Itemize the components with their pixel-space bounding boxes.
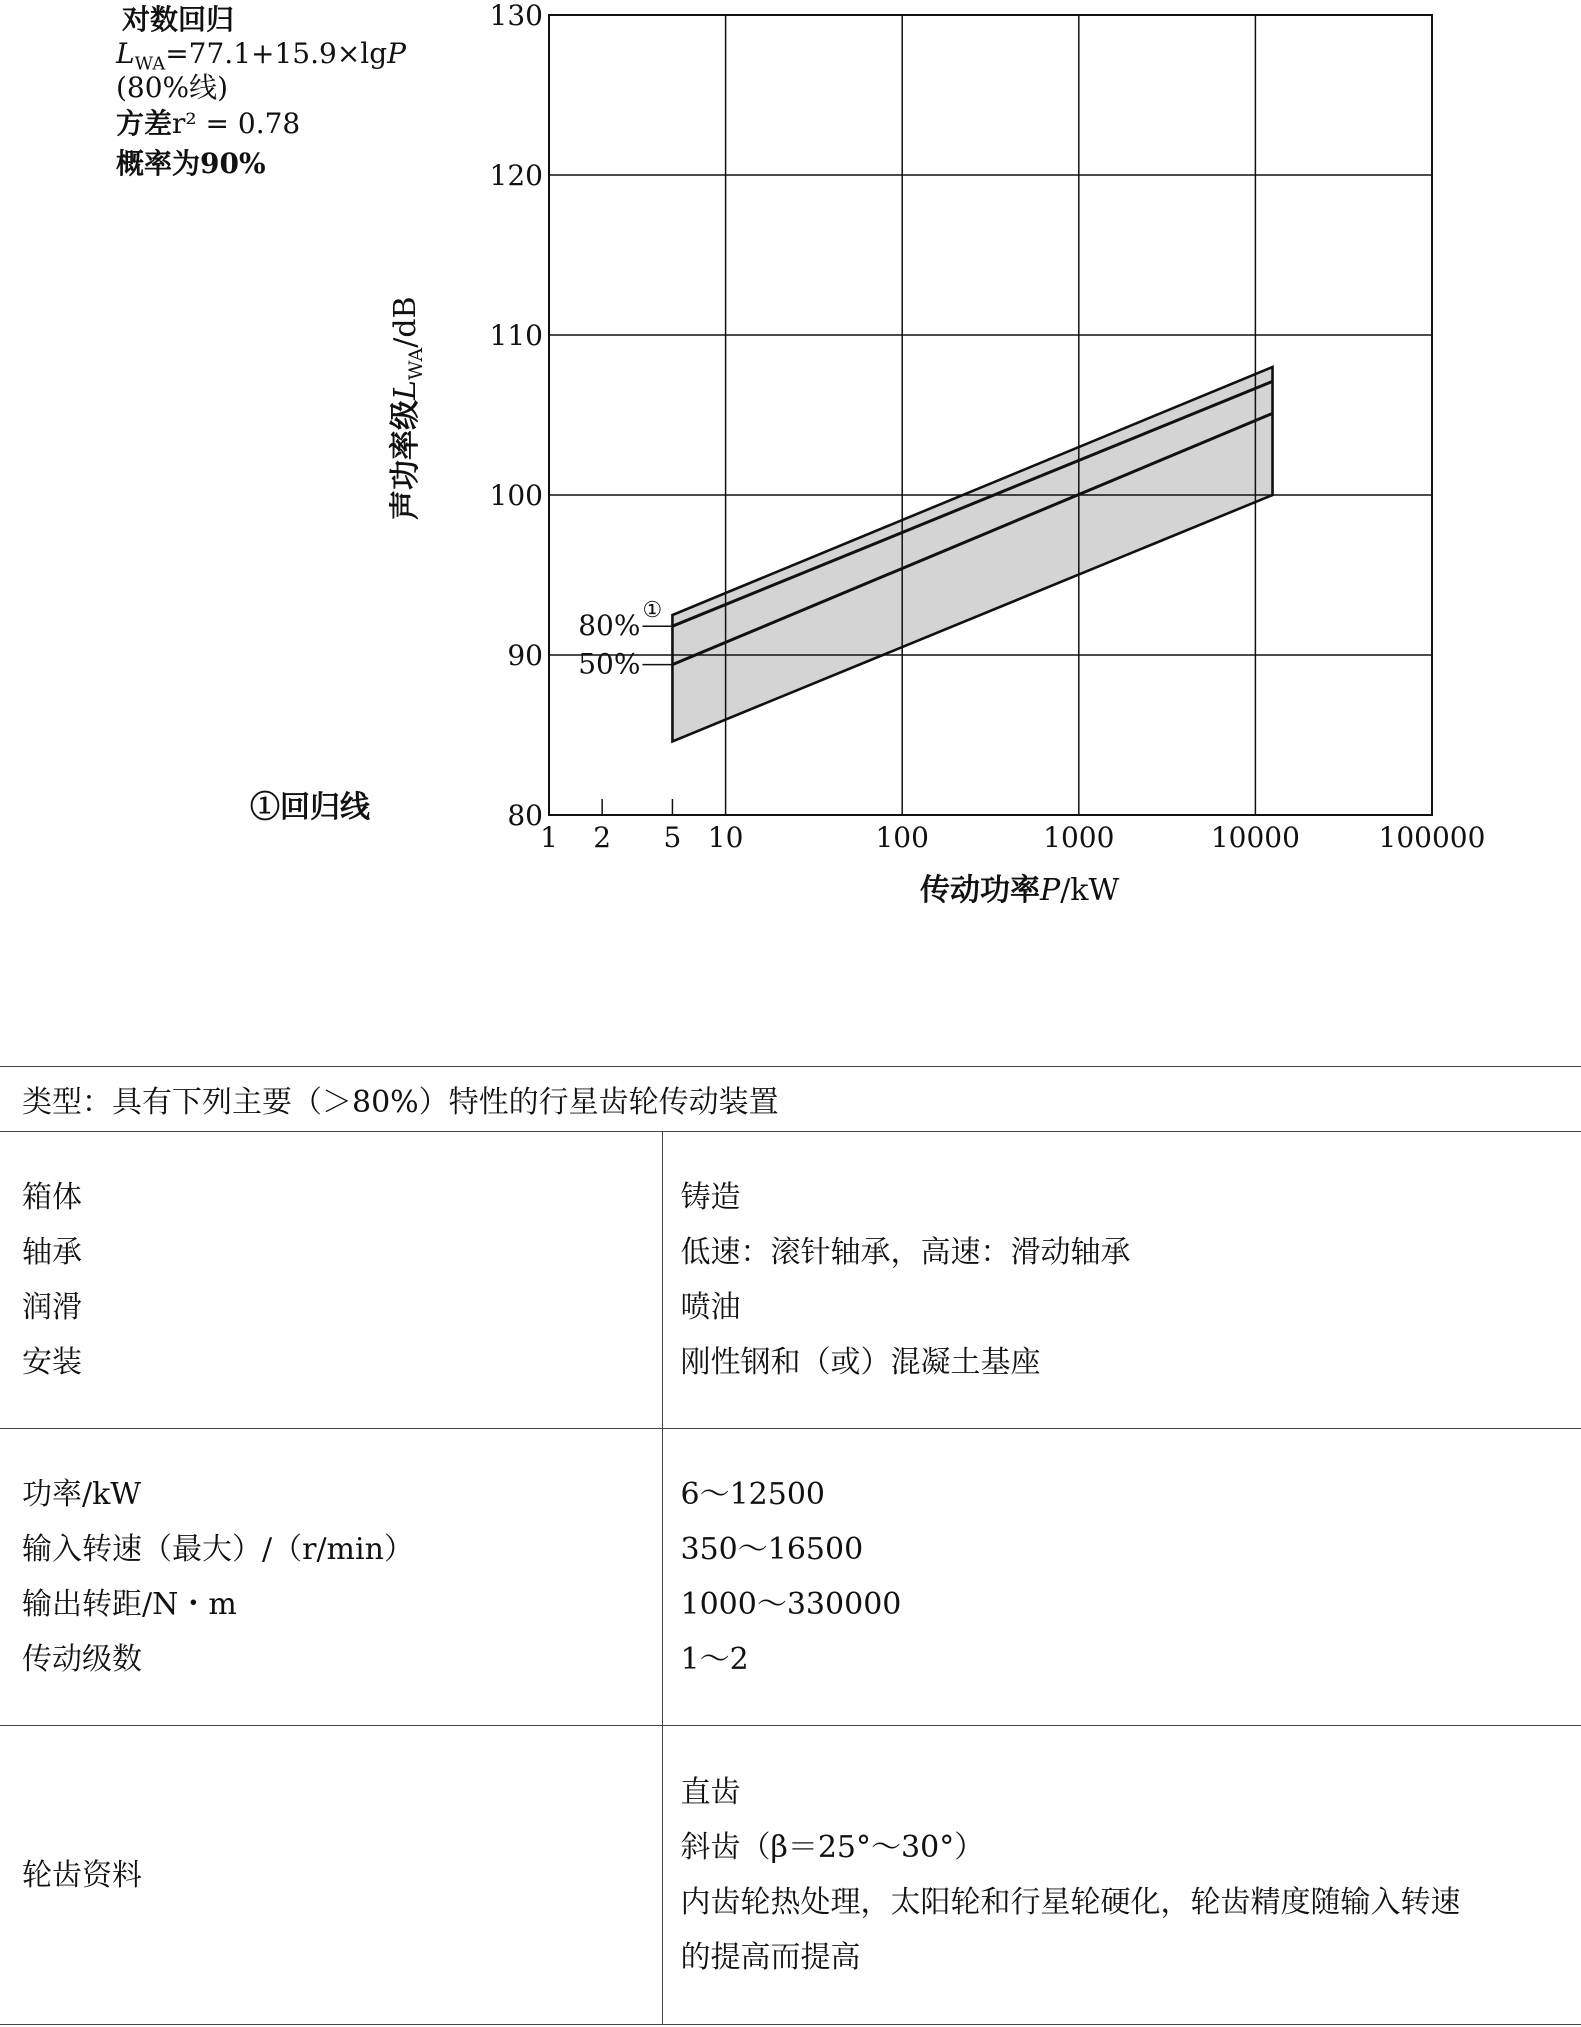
spec-table-area [0,1066,1581,2025]
x-axis-title [920,865,1119,909]
formula-P: P [387,37,406,70]
cell-line: 刚性钢和（或）混凝土基座 [680,1345,1041,1380]
x-tick-label: 2 [593,821,612,854]
series-line-50 [672,413,1272,664]
x-tick-label: 1000 [1043,821,1115,854]
cell-line: 轴承 [22,1235,82,1270]
x-tick-label: 100 [875,821,929,854]
regression-title: 对数回归 [122,3,235,36]
footnote-regression: ①回归线 [250,790,370,825]
row-2-right [662,1429,1581,1726]
spec-table [0,1066,1581,2025]
y-tick-label: 100 [489,479,543,512]
x-tick-label: 5 [663,821,682,854]
cell-line: 输入转速（最大）/（r/min） [22,1532,414,1567]
x-tick-label: 100000 [1378,821,1486,854]
y-axis-title-unit: /dB [388,296,423,348]
table-row [0,1726,1581,2025]
variance-value: r² = 0.78 [172,107,301,140]
row-1-left [0,1132,662,1429]
cell-line: 低速：滚针轴承，高速：滑动轴承 [680,1235,1131,1270]
formula-sub: WA [134,53,166,75]
cell-line: 内齿轮热处理，太阳轮和行星轮硬化，轮齿精度随输入转速 [680,1885,1461,1920]
y-tick-label: 120 [489,159,543,192]
chart-area [0,0,1581,920]
variance-label: 方差 [116,107,173,140]
x-tick-label: 10 [707,821,744,854]
cell-line: 1～2 [680,1642,749,1677]
x-axis-title-unit: /kW [1060,873,1120,908]
cell-line: 350～16500 [680,1532,864,1567]
label-50-percent: 50% [578,647,641,681]
cell-line: 功率/kW [22,1477,142,1512]
table-row [0,1429,1581,1726]
probability-label: 概率为90% [116,147,266,180]
cell-line: 的提高而提高 [680,1940,861,1975]
y-tick-label: 130 [489,0,543,32]
table-title-row [0,1067,1581,1132]
table-row [0,1132,1581,1429]
cell-line: 安装 [22,1345,82,1380]
cell-line: 直齿 [680,1775,741,1810]
row-1-right [662,1132,1581,1429]
y-tick-label: 80 [507,799,543,832]
cell-line: 斜齿（β＝25°～30°） [680,1830,985,1865]
x-tick-label: 10000 [1210,821,1300,854]
row-2-left [0,1429,662,1726]
cell-line: 6～12500 [680,1477,826,1512]
y-tick-label: 90 [507,639,543,672]
cell-line: 输出转距/N・m [22,1587,237,1622]
cell-line: 轮齿资料 [22,1857,142,1893]
cell-line: 箱体 [22,1180,82,1215]
y-axis-title-sub: WA [405,347,427,381]
y-tick-label: 110 [489,319,543,352]
cell-line: 1000～330000 [680,1587,902,1622]
table-title: 类型：具有下列主要（＞80%）特性的行星齿轮传动装置 [0,1067,1581,1132]
y-axis-title-var: L [388,380,423,400]
cell-line: 润滑 [22,1290,82,1325]
formula-L: L [116,37,135,70]
regression-line-label: (80%线) [116,71,229,104]
x-axis-title-var: P [1040,873,1061,908]
row-3-left [0,1726,662,2025]
row-3-right [662,1726,1581,2025]
cell-line: 传动级数 [22,1642,142,1677]
y-axis-title-text: 声功率级 [388,400,423,520]
variance-line [116,106,300,142]
cell-line: 喷油 [680,1290,741,1325]
label-80-percent: 80% [578,609,641,643]
formula-rest: =77.1+15.9×lg [165,37,388,70]
x-tick-label: 1 [540,821,558,854]
x-axis-title-text: 传动功率 [920,873,1040,908]
cell-line: 铸造 [680,1180,741,1215]
confidence-band [672,367,1272,741]
y-axis-title [380,296,427,520]
label-regression-marker: ① [642,598,663,624]
